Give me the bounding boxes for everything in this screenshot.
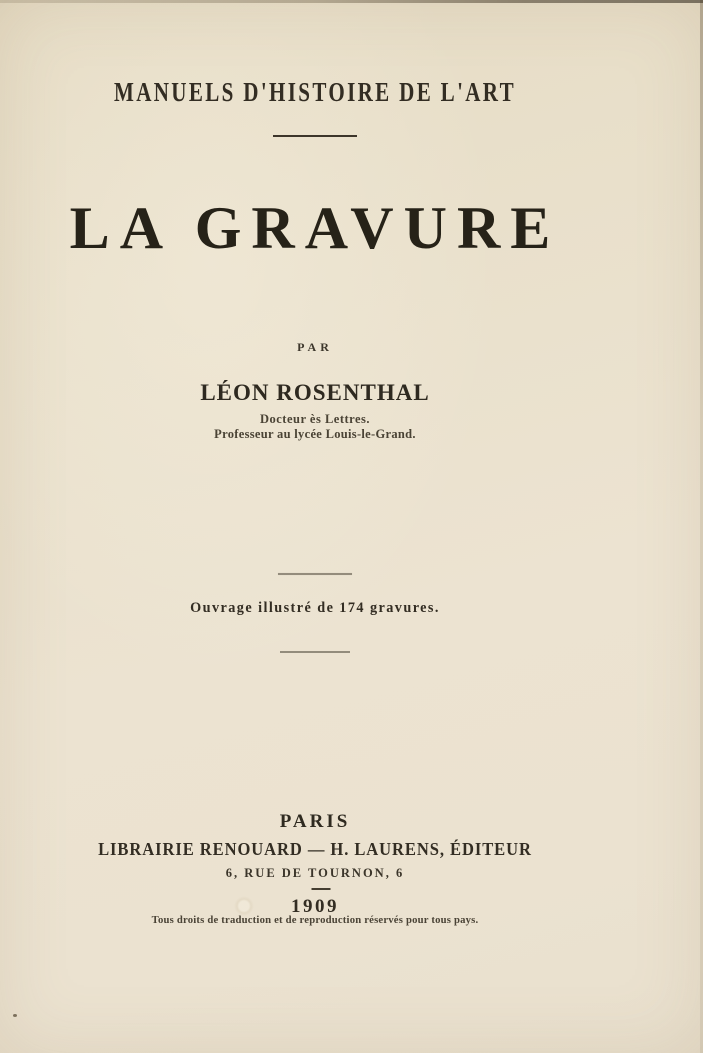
imprint-publisher: LIBRAIRIE RENOUARD — H. LAURENS, ÉDITEUR	[98, 839, 532, 859]
author-credential-1: Docteur ès Lettres.	[259, 412, 371, 426]
series-title: MANUELS D'HISTOIRE DE L'ART	[113, 77, 517, 107]
rights-notice: Tous droits de traduction et de reproduction réservés pour tous pays.	[151, 914, 479, 926]
paper-ink-speck	[13, 1014, 17, 1017]
imprint-address: 6, RUE DE TOURNON, 6	[225, 866, 405, 880]
series-rule	[273, 135, 357, 137]
byline: PAR	[297, 340, 333, 354]
illustration-note: Ouvrage illustré de 174 gravures.	[190, 600, 440, 616]
author-credential-2: Professeur au lycée Louis-le-Grand.	[214, 427, 416, 441]
book-title: LA GRAVURE	[69, 195, 561, 261]
separator-rule-bottom	[280, 651, 350, 653]
imprint-city: PARIS	[279, 811, 351, 832]
separator-rule-top	[278, 573, 352, 575]
imprint-year: 1909	[291, 896, 339, 917]
imprint-dash-rule	[312, 888, 331, 890]
author-name: LÉON ROSENTHAL	[200, 380, 430, 405]
